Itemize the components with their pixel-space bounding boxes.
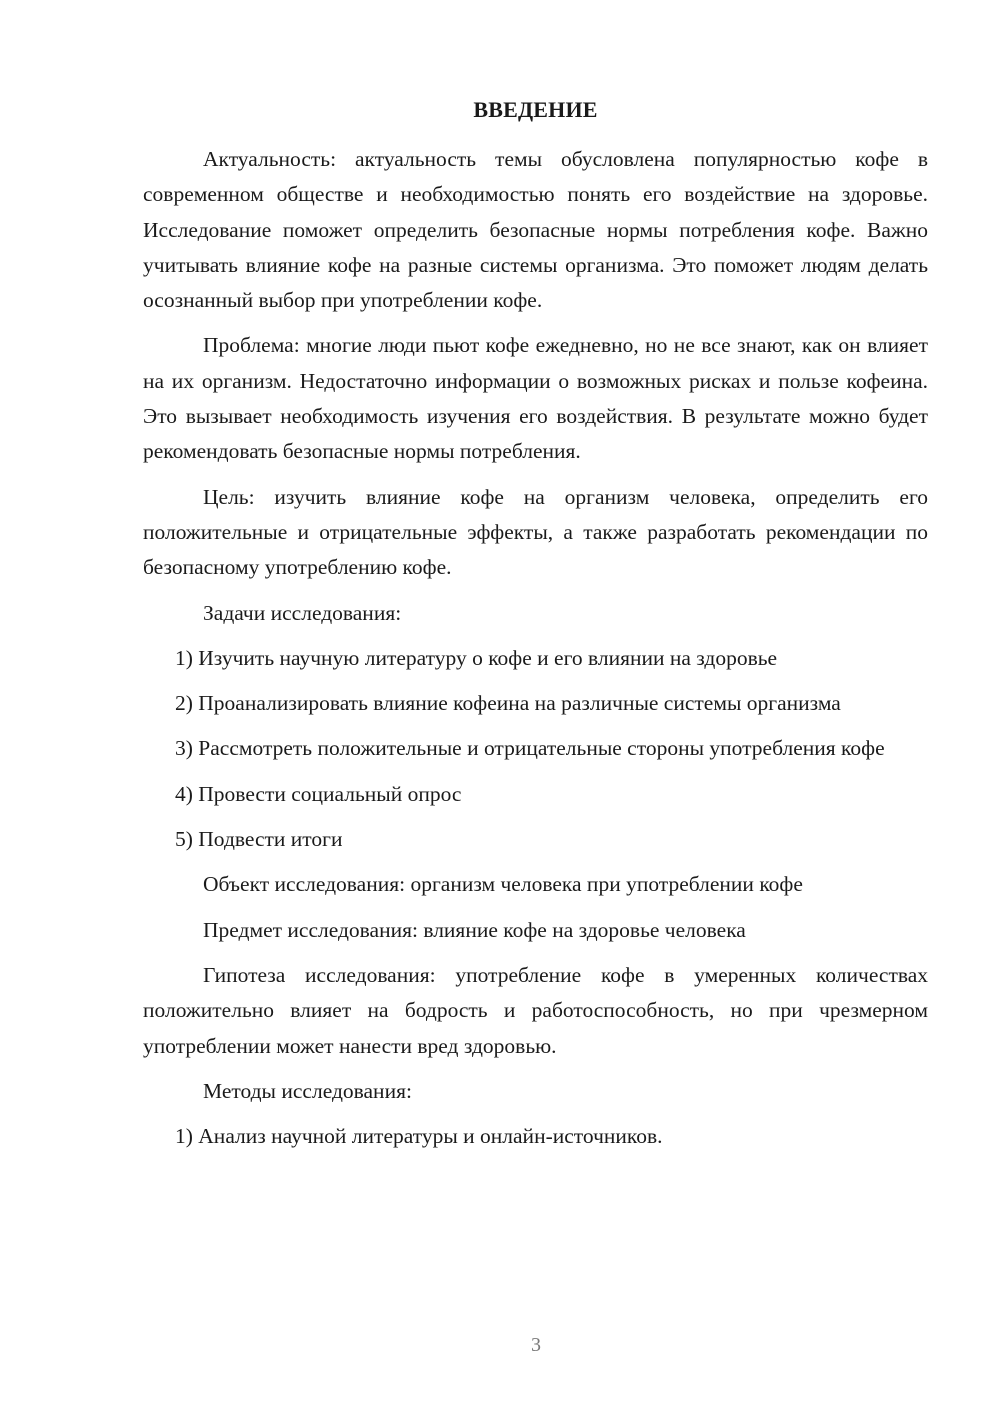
task-item: 4) Провести социальный опрос	[175, 781, 462, 806]
task-item: 1) Изучить научную литературу о кофе и его влиянии на здоровье	[175, 645, 778, 670]
method-item: 1) Анализ научной литературы и онлайн-источников.	[175, 1124, 663, 1149]
goal-paragraph: Цель: изучить влияние кофе на организм человека, определить его положительные и отрицательные эффекты, а также разработать рекомендации по безопасному употреблению кофе.	[143, 484, 928, 580]
task-item: 5) Подвести итоги	[175, 827, 343, 852]
hypothesis-paragraph: Гипотеза исследования: употребление кофе в умеренных количествах положительно влияет на бодрость и работоспособность, но при чрезмерном употреблении может нанести вред здоровью.	[143, 962, 928, 1058]
tasks-heading: Задачи исследования:	[203, 600, 402, 625]
subject-paragraph: Предмет исследования: влияние кофе на здоровье человека	[203, 917, 746, 942]
page-title: ВВЕДЕНИЕ	[473, 97, 598, 122]
task-item: 3) Рассмотреть положительные и отрицательные стороны употребления кофе	[175, 736, 885, 761]
object-paragraph: Объект исследования: организм человека при употреблении кофе	[203, 872, 803, 897]
document-body	[143, 142, 928, 1164]
relevance-paragraph: Актуальность: актуальность темы обусловлена популярностью кофе в современном обществе и необходимостью понять его воздействие на здоровье. Исследование поможет определить безопасные нормы потребления кофе. Важно учитывать влияние кофе на разные системы организма. Это поможет людям делать осознанный выбор при употреблении кофе.	[143, 147, 928, 313]
task-item: 2) Проанализировать влияние кофеина на различные системы организма	[175, 691, 841, 716]
page-number: 3	[531, 1334, 541, 1356]
methods-heading: Методы исследования:	[203, 1078, 412, 1103]
problem-paragraph: Проблема: многие люди пьют кофе ежедневно, но не все знают, как он влияет на их организм. Недостаточно информации о возможных рисках и пользе кофеина. Это вызывает необходимость изучения его воздействия. В результате можно будет рекомендовать безопасные нормы потребления.	[143, 333, 928, 464]
